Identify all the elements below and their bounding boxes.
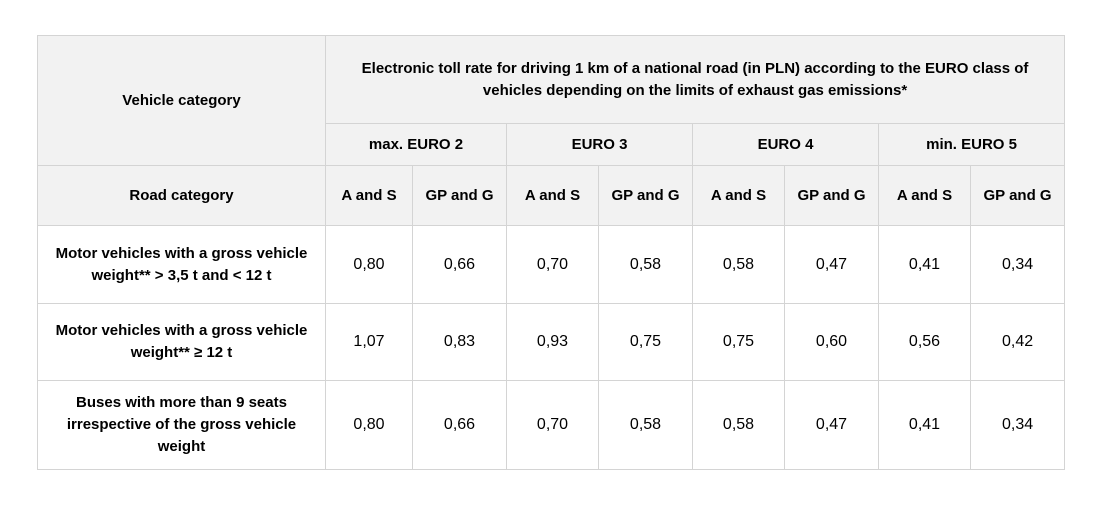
row-label: Motor vehicles with a gross vehicle weight** > 3,5 t and < 12 t [38,226,326,304]
table-row-buses [38,381,1065,470]
toll-value-cell: 0,34 [971,226,1065,304]
euro-class-header-euro-3: EURO 3 [507,124,693,166]
toll-value-cell: 0,56 [879,304,971,381]
toll-value-cell: 0,58 [599,381,693,470]
toll-value-cell: 0,75 [693,304,785,381]
table-row-motor-vehicles-under-12t [38,226,1065,304]
vehicle-category-header: Vehicle category [38,36,326,166]
road-category-header: Road category [38,166,326,226]
road-subheader-a-and-s-1: A and S [326,166,413,226]
toll-value-cell: 0,70 [507,226,599,304]
toll-value-cell: 0,47 [785,226,879,304]
road-subheader-a-and-s-2: A and S [507,166,599,226]
euro-class-header-euro-4: EURO 4 [693,124,879,166]
header-row-road-category [38,166,1065,226]
toll-value-cell: 0,80 [326,381,413,470]
toll-rate-description-header: Electronic toll rate for driving 1 km of a national road (in PLN) according to the EURO class of vehicles depending on the limits of exhaust gas emissions* [326,36,1065,124]
toll-rates-table [37,35,1065,470]
toll-value-cell: 0,66 [413,226,507,304]
toll-value-cell: 0,42 [971,304,1065,381]
road-subheader-gp-and-g-1: GP and G [413,166,507,226]
road-subheader-a-and-s-4: A and S [879,166,971,226]
toll-value-cell: 0,83 [413,304,507,381]
toll-value-cell: 0,70 [507,381,599,470]
toll-value-cell: 1,07 [326,304,413,381]
toll-value-cell: 0,58 [693,226,785,304]
road-subheader-gp-and-g-4: GP and G [971,166,1065,226]
toll-value-cell: 0,47 [785,381,879,470]
toll-value-cell: 0,41 [879,381,971,470]
toll-value-cell: 0,58 [599,226,693,304]
toll-value-cell: 0,75 [599,304,693,381]
road-subheader-a-and-s-3: A and S [693,166,785,226]
road-subheader-gp-and-g-2: GP and G [599,166,693,226]
table-row-motor-vehicles-over-12t [38,304,1065,381]
road-subheader-gp-and-g-3: GP and G [785,166,879,226]
row-label: Motor vehicles with a gross vehicle weight** ≥ 12 t [38,304,326,381]
toll-value-cell: 0,66 [413,381,507,470]
toll-value-cell: 0,58 [693,381,785,470]
row-label: Buses with more than 9 seats irrespective of the gross vehicle weight [38,381,326,470]
toll-value-cell: 0,60 [785,304,879,381]
header-row-main [38,36,1065,124]
toll-value-cell: 0,34 [971,381,1065,470]
euro-class-header-min-euro-5: min. EURO 5 [879,124,1065,166]
euro-class-header-max-euro-2: max. EURO 2 [326,124,507,166]
toll-value-cell: 0,93 [507,304,599,381]
toll-value-cell: 0,41 [879,226,971,304]
toll-value-cell: 0,80 [326,226,413,304]
